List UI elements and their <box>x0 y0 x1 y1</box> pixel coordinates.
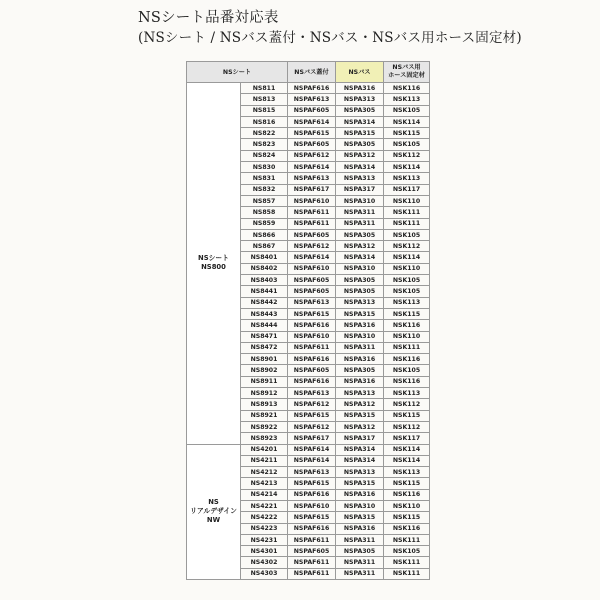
cell-ns-sheet-part: NS8912 <box>241 388 288 399</box>
table-row <box>187 444 430 455</box>
cell-hose-part: NSK110 <box>384 500 430 511</box>
cell-ns-sheet-part: NS867 <box>241 241 288 252</box>
cell-ns-sheet-part: NS4221 <box>241 500 288 511</box>
cell-bath-lid-part: NSPAF616 <box>288 320 336 331</box>
cell-bath-lid-part: NSPAF614 <box>288 252 336 263</box>
cell-ns-sheet-part: NS8444 <box>241 320 288 331</box>
cell-bath-part: NSPA314 <box>336 455 384 466</box>
cell-bath-lid-part: NSPAF613 <box>288 388 336 399</box>
cell-hose-part: NSK116 <box>384 354 430 365</box>
cell-bath-lid-part: NSPAF615 <box>288 478 336 489</box>
column-header-ns-sheet: NSシート <box>187 62 288 83</box>
cell-bath-part: NSPA310 <box>336 263 384 274</box>
cell-bath-lid-part: NSPAF617 <box>288 184 336 195</box>
cell-ns-sheet-part: NS8441 <box>241 286 288 297</box>
cell-ns-sheet-part: NS816 <box>241 116 288 127</box>
cell-bath-lid-part: NSPAF616 <box>288 354 336 365</box>
cell-bath-lid-part: NSPAF613 <box>288 173 336 184</box>
cell-bath-lid-part: NSPAF614 <box>288 455 336 466</box>
cell-ns-sheet-part: NS8921 <box>241 410 288 421</box>
cell-ns-sheet-part: NS813 <box>241 94 288 105</box>
cell-bath-part: NSPA314 <box>336 444 384 455</box>
group-label: NSシート NS800 <box>187 83 241 445</box>
cell-hose-part: NSK111 <box>384 568 430 579</box>
cell-bath-part: NSPA311 <box>336 218 384 229</box>
cell-bath-lid-part: NSPAF616 <box>288 523 336 534</box>
cell-bath-lid-part: NSPAF614 <box>288 116 336 127</box>
cell-hose-part: NSK110 <box>384 331 430 342</box>
cell-bath-lid-part: NSPAF613 <box>288 297 336 308</box>
cell-ns-sheet-part: NS858 <box>241 207 288 218</box>
cell-bath-lid-part: NSPAF605 <box>288 365 336 376</box>
cell-hose-part: NSK111 <box>384 207 430 218</box>
cell-bath-lid-part: NSPAF615 <box>288 512 336 523</box>
cell-bath-part: NSPA311 <box>336 557 384 568</box>
cell-ns-sheet-part: NS823 <box>241 139 288 150</box>
cell-bath-part: NSPA305 <box>336 286 384 297</box>
cell-bath-part: NSPA313 <box>336 173 384 184</box>
cell-bath-part: NSPA305 <box>336 546 384 557</box>
cell-ns-sheet-part: NS4212 <box>241 467 288 478</box>
cell-bath-part: NSPA313 <box>336 297 384 308</box>
cell-bath-part: NSPA315 <box>336 478 384 489</box>
cell-bath-part: NSPA312 <box>336 399 384 410</box>
cell-bath-part: NSPA313 <box>336 467 384 478</box>
cell-ns-sheet-part: NS8923 <box>241 433 288 444</box>
cell-bath-lid-part: NSPAF612 <box>288 399 336 410</box>
cell-ns-sheet-part: NS4223 <box>241 523 288 534</box>
cell-hose-part: NSK114 <box>384 116 430 127</box>
cell-bath-lid-part: NSPAF616 <box>288 489 336 500</box>
cell-ns-sheet-part: NS8471 <box>241 331 288 342</box>
cell-bath-part: NSPA305 <box>336 229 384 240</box>
cell-hose-part: NSK116 <box>384 83 430 94</box>
cell-bath-part: NSPA313 <box>336 94 384 105</box>
cell-bath-lid-part: NSPAF611 <box>288 534 336 545</box>
table-header-row <box>187 62 430 83</box>
cell-hose-part: NSK111 <box>384 557 430 568</box>
cell-ns-sheet-part: NS832 <box>241 184 288 195</box>
cell-bath-part: NSPA310 <box>336 195 384 206</box>
page-subtitle: (NSシート / NSバス蓋付・NSバス・NSバス用ホース固定材) <box>138 30 522 46</box>
cell-hose-part: NSK112 <box>384 421 430 432</box>
cell-bath-lid-part: NSPAF614 <box>288 162 336 173</box>
cell-hose-part: NSK115 <box>384 478 430 489</box>
cell-bath-lid-part: NSPAF605 <box>288 546 336 557</box>
cell-bath-part: NSPA305 <box>336 105 384 116</box>
column-header-hose-fixture: NSバス用 ホース固定材 <box>384 62 430 83</box>
cell-ns-sheet-part: NS4303 <box>241 568 288 579</box>
cell-ns-sheet-part: NS824 <box>241 150 288 161</box>
cell-hose-part: NSK112 <box>384 150 430 161</box>
cell-bath-lid-part: NSPAF610 <box>288 500 336 511</box>
cell-bath-lid-part: NSPAF611 <box>288 207 336 218</box>
cell-bath-lid-part: NSPAF612 <box>288 150 336 161</box>
cell-hose-part: NSK112 <box>384 399 430 410</box>
cell-ns-sheet-part: NS811 <box>241 83 288 94</box>
page-title: NSシート品番対応表 <box>138 10 279 26</box>
cell-bath-part: NSPA311 <box>336 568 384 579</box>
cell-bath-lid-part: NSPAF612 <box>288 421 336 432</box>
cell-hose-part: NSK113 <box>384 467 430 478</box>
cell-ns-sheet-part: NS8403 <box>241 275 288 286</box>
cell-bath-part: NSPA311 <box>336 207 384 218</box>
cell-bath-part: NSPA310 <box>336 331 384 342</box>
cell-ns-sheet-part: NS4213 <box>241 478 288 489</box>
cell-ns-sheet-part: NS4214 <box>241 489 288 500</box>
cell-bath-part: NSPA316 <box>336 354 384 365</box>
cell-ns-sheet-part: NS8442 <box>241 297 288 308</box>
cell-ns-sheet-part: NS8922 <box>241 421 288 432</box>
cell-hose-part: NSK105 <box>384 365 430 376</box>
cell-hose-part: NSK115 <box>384 308 430 319</box>
cell-ns-sheet-part: NS4231 <box>241 534 288 545</box>
cell-bath-lid-part: NSPAF616 <box>288 376 336 387</box>
cell-ns-sheet-part: NS4211 <box>241 455 288 466</box>
cell-bath-lid-part: NSPAF605 <box>288 275 336 286</box>
cell-hose-part: NSK105 <box>384 229 430 240</box>
cell-bath-part: NSPA317 <box>336 433 384 444</box>
cell-hose-part: NSK110 <box>384 195 430 206</box>
cell-ns-sheet-part: NS8911 <box>241 376 288 387</box>
cell-hose-part: NSK115 <box>384 512 430 523</box>
cell-bath-lid-part: NSPAF610 <box>288 195 336 206</box>
cell-ns-sheet-part: NS859 <box>241 218 288 229</box>
part-number-table <box>186 61 430 580</box>
cell-bath-part: NSPA316 <box>336 320 384 331</box>
cell-ns-sheet-part: NS4302 <box>241 557 288 568</box>
cell-bath-part: NSPA311 <box>336 342 384 353</box>
cell-bath-part: NSPA312 <box>336 421 384 432</box>
column-header-bath: NSバス <box>336 62 384 83</box>
cell-hose-part: NSK115 <box>384 128 430 139</box>
cell-hose-part: NSK117 <box>384 184 430 195</box>
cell-bath-lid-part: NSPAF616 <box>288 83 336 94</box>
cell-bath-lid-part: NSPAF611 <box>288 342 336 353</box>
cell-hose-part: NSK105 <box>384 139 430 150</box>
cell-ns-sheet-part: NS8402 <box>241 263 288 274</box>
cell-bath-part: NSPA316 <box>336 489 384 500</box>
cell-hose-part: NSK114 <box>384 252 430 263</box>
cell-hose-part: NSK114 <box>384 162 430 173</box>
cell-bath-lid-part: NSPAF613 <box>288 467 336 478</box>
cell-hose-part: NSK105 <box>384 275 430 286</box>
cell-ns-sheet-part: NS8472 <box>241 342 288 353</box>
cell-hose-part: NSK114 <box>384 455 430 466</box>
cell-hose-part: NSK113 <box>384 388 430 399</box>
cell-hose-part: NSK105 <box>384 546 430 557</box>
cell-bath-part: NSPA315 <box>336 308 384 319</box>
cell-bath-part: NSPA317 <box>336 184 384 195</box>
cell-bath-lid-part: NSPAF610 <box>288 331 336 342</box>
table-body <box>187 83 430 580</box>
cell-hose-part: NSK113 <box>384 297 430 308</box>
group-label: NS リアルデザイン NW <box>187 444 241 580</box>
cell-hose-part: NSK111 <box>384 218 430 229</box>
cell-hose-part: NSK116 <box>384 376 430 387</box>
cell-bath-lid-part: NSPAF617 <box>288 433 336 444</box>
cell-bath-part: NSPA311 <box>336 534 384 545</box>
cell-bath-part: NSPA314 <box>336 252 384 263</box>
cell-ns-sheet-part: NS4201 <box>241 444 288 455</box>
cell-bath-part: NSPA305 <box>336 365 384 376</box>
cell-ns-sheet-part: NS4222 <box>241 512 288 523</box>
cell-bath-lid-part: NSPAF605 <box>288 139 336 150</box>
cell-bath-part: NSPA314 <box>336 116 384 127</box>
cell-bath-part: NSPA314 <box>336 162 384 173</box>
cell-hose-part: NSK110 <box>384 263 430 274</box>
cell-hose-part: NSK115 <box>384 410 430 421</box>
cell-hose-part: NSK113 <box>384 94 430 105</box>
cell-bath-lid-part: NSPAF611 <box>288 557 336 568</box>
cell-bath-part: NSPA312 <box>336 150 384 161</box>
cell-hose-part: NSK113 <box>384 173 430 184</box>
cell-hose-part: NSK116 <box>384 523 430 534</box>
cell-bath-part: NSPA305 <box>336 275 384 286</box>
cell-ns-sheet-part: NS8902 <box>241 365 288 376</box>
cell-bath-part: NSPA313 <box>336 388 384 399</box>
cell-ns-sheet-part: NS830 <box>241 162 288 173</box>
cell-hose-part: NSK112 <box>384 241 430 252</box>
cell-bath-part: NSPA315 <box>336 410 384 421</box>
cell-hose-part: NSK111 <box>384 534 430 545</box>
cell-bath-lid-part: NSPAF605 <box>288 229 336 240</box>
cell-bath-lid-part: NSPAF615 <box>288 128 336 139</box>
cell-ns-sheet-part: NS815 <box>241 105 288 116</box>
cell-ns-sheet-part: NS8401 <box>241 252 288 263</box>
cell-ns-sheet-part: NS8913 <box>241 399 288 410</box>
table-row <box>187 83 430 94</box>
cell-ns-sheet-part: NS866 <box>241 229 288 240</box>
cell-bath-part: NSPA310 <box>336 500 384 511</box>
cell-hose-part: NSK117 <box>384 433 430 444</box>
column-header-bath-with-lid: NSバス蓋付 <box>288 62 336 83</box>
cell-ns-sheet-part: NS857 <box>241 195 288 206</box>
cell-bath-lid-part: NSPAF614 <box>288 444 336 455</box>
title-block <box>138 8 522 48</box>
cell-bath-part: NSPA316 <box>336 523 384 534</box>
cell-bath-lid-part: NSPAF611 <box>288 218 336 229</box>
cell-bath-part: NSPA315 <box>336 128 384 139</box>
cell-ns-sheet-part: NS8901 <box>241 354 288 365</box>
cell-hose-part: NSK105 <box>384 286 430 297</box>
cell-bath-lid-part: NSPAF605 <box>288 286 336 297</box>
cell-ns-sheet-part: NS8443 <box>241 308 288 319</box>
cell-hose-part: NSK116 <box>384 320 430 331</box>
cell-bath-part: NSPA315 <box>336 512 384 523</box>
cell-bath-lid-part: NSPAF611 <box>288 568 336 579</box>
cell-bath-lid-part: NSPAF605 <box>288 105 336 116</box>
cell-bath-part: NSPA305 <box>336 139 384 150</box>
cell-bath-part: NSPA312 <box>336 241 384 252</box>
cell-bath-lid-part: NSPAF612 <box>288 241 336 252</box>
cell-bath-part: NSPA316 <box>336 376 384 387</box>
cell-ns-sheet-part: NS831 <box>241 173 288 184</box>
cell-ns-sheet-part: NS4301 <box>241 546 288 557</box>
cell-bath-lid-part: NSPAF615 <box>288 410 336 421</box>
cell-hose-part: NSK105 <box>384 105 430 116</box>
cell-bath-part: NSPA316 <box>336 83 384 94</box>
cell-hose-part: NSK116 <box>384 489 430 500</box>
cell-ns-sheet-part: NS822 <box>241 128 288 139</box>
cell-bath-lid-part: NSPAF615 <box>288 308 336 319</box>
cell-hose-part: NSK111 <box>384 342 430 353</box>
cell-bath-lid-part: NSPAF613 <box>288 94 336 105</box>
cell-bath-lid-part: NSPAF610 <box>288 263 336 274</box>
cell-hose-part: NSK114 <box>384 444 430 455</box>
